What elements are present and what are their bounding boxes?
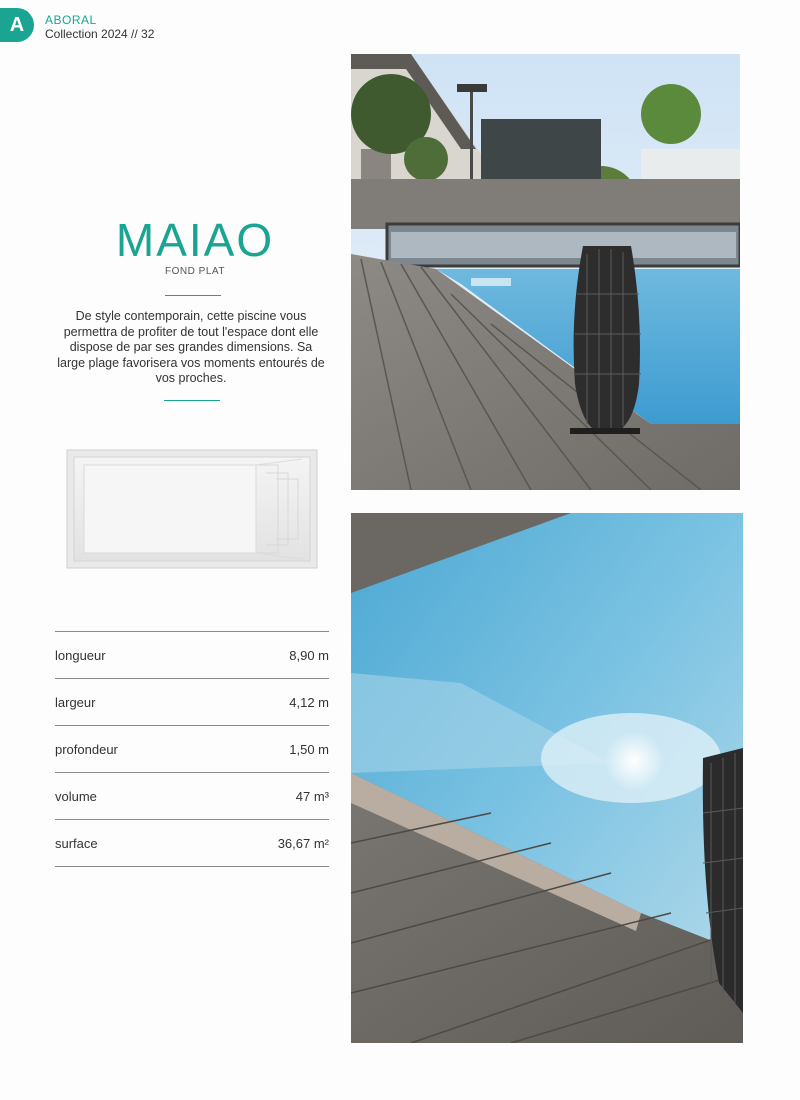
collection-page-label: Collection 2024 // 32: [45, 27, 155, 41]
spec-value: 8,90 m: [289, 647, 329, 663]
brand-logo-badge: [0, 8, 34, 42]
logo-letter: A: [9, 13, 25, 36]
product-subtitle: FOND PLAT: [165, 266, 225, 277]
spec-label: profondeur: [55, 741, 118, 757]
product-title: MAIAO: [115, 214, 275, 266]
spec-value: 47 m³: [295, 788, 329, 804]
spec-row-depth: [55, 726, 329, 773]
title-divider: [165, 295, 221, 296]
specifications-table: [55, 631, 329, 867]
spec-value: 36,67 m²: [277, 835, 329, 851]
spec-value: 4,12 m: [289, 694, 329, 710]
spec-label: volume: [55, 788, 97, 804]
description-divider: [164, 400, 220, 401]
spec-value: 1,50 m: [289, 741, 329, 757]
pool-shape-illustration: [66, 449, 318, 569]
pool-photo-corner: [351, 513, 743, 1043]
spec-row-surface: [55, 820, 329, 867]
brand-name: ABORAL: [45, 13, 97, 27]
pool-photo-lantern: [351, 54, 740, 490]
spec-row-volume: [55, 773, 329, 820]
spec-label: largeur: [55, 694, 96, 710]
spec-row-length: [55, 632, 329, 679]
product-description: De style contemporain, cette piscine vous permettra de profiter de tout l'espace dont elle dispose de par ses grandes dimensions. Sa large plage favorisera vos moments entourés de vos proches.: [57, 309, 325, 385]
spec-label: longueur: [55, 647, 106, 663]
spec-row-width: [55, 679, 329, 726]
spec-label: surface: [55, 835, 98, 851]
